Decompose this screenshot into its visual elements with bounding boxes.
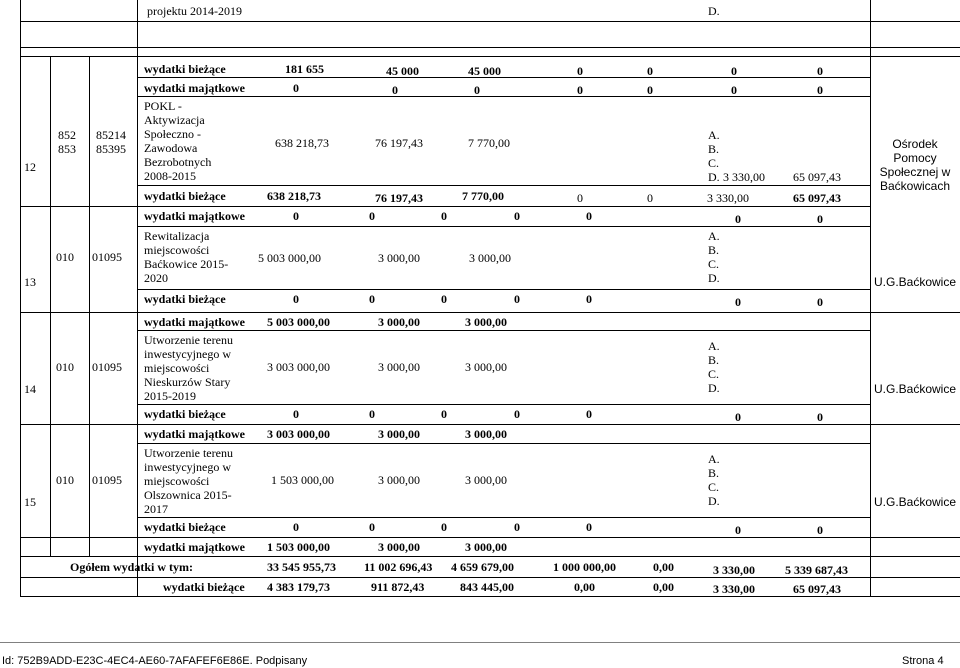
row12-maj-label: wydatki majątkowe (144, 209, 245, 223)
row15-zadanie: Utworzenie terenu inwestycyjnego w miejscowości Olszownica 2015-2017 (144, 446, 233, 516)
row12-c: C. (708, 156, 720, 170)
row12-b: B. (708, 142, 720, 156)
row12-maj-v3: 0 (514, 209, 520, 223)
row13-bie-v3: 0 (514, 292, 520, 306)
total-biezace-v2: 843 445,00 (460, 580, 514, 594)
row12-bie-label: wydatki bieżące (144, 189, 226, 203)
row12-dzial: 852 853 (58, 128, 76, 156)
row15-main-v2: 3 000,00 (465, 473, 507, 487)
row12-pre-bie-v5: 0 (731, 64, 737, 78)
row12-pre-maj-v0: 0 (293, 81, 299, 95)
row15-maj-v0: 1 503 000,00 (267, 540, 330, 554)
row12-main-v0: 638 218,73 (275, 136, 329, 150)
row12-bie-v3: 0 (577, 191, 583, 205)
row12-pre-bie-v6: 0 (817, 64, 823, 78)
total-ogolem-v5: 3 330,00 (713, 563, 755, 577)
row12-pre-maj-label: wydatki majątkowe (144, 81, 245, 95)
row15-c: C. (708, 480, 720, 494)
total-ogolem-v3: 1 000 000,00 (553, 560, 616, 574)
row15-bie-label: wydatki bieżące (144, 520, 226, 534)
row15-bie-v3: 0 (514, 520, 520, 534)
row14-dzial: 010 (56, 360, 74, 374)
row14-bie-label: wydatki bieżące (144, 407, 226, 421)
row12-pre-maj-v5: 0 (731, 83, 737, 97)
row13-main-v2: 3 000,00 (469, 251, 511, 265)
total-biezace-v5: 3 330,00 (713, 582, 755, 596)
row15-maj-label: wydatki majątkowe (144, 540, 245, 554)
total-biezace-v3: 0,00 (574, 580, 595, 594)
row14-bie-v1: 0 (369, 407, 375, 421)
row13-a: A. (708, 229, 720, 243)
row13-bie-v5: 0 (735, 295, 741, 309)
row13-maj-label: wydatki majątkowe (144, 315, 245, 329)
row13-main-v0: 5 003 000,00 (258, 251, 321, 265)
row12-maj-v4: 0 (586, 209, 592, 223)
row14-bie-v5: 0 (735, 410, 741, 424)
row13-maj-v0: 5 003 000,00 (267, 315, 330, 329)
row14-rozdzial: 01095 (92, 360, 122, 374)
project-label: projektu 2014-2019 (147, 4, 242, 18)
total-biezace-v4: 0,00 (653, 580, 674, 594)
row12-pre-maj-v6: 0 (817, 83, 823, 97)
row12-bie-v5: 3 330,00 (707, 191, 749, 205)
row12-pre-bie-v0: 181 655 (285, 62, 324, 76)
row14-maj-v1: 3 000,00 (378, 427, 420, 441)
row15-maj-v1: 3 000,00 (378, 540, 420, 554)
row12-maj-v2: 0 (441, 209, 447, 223)
total-biezace-v0: 4 383 179,73 (267, 580, 330, 594)
row13-lp: 13 (24, 275, 36, 289)
row12-bie-v0: 638 218,73 (267, 189, 321, 203)
total-ogolem-v2: 4 659 679,00 (451, 560, 514, 574)
row12-a: A. (708, 128, 720, 142)
row14-lp: 14 (24, 382, 36, 396)
row13-dzial: 010 (56, 250, 74, 264)
row15-d: D. (708, 494, 720, 508)
row15-bie-v6: 0 (817, 523, 823, 537)
row15-bie-v4: 0 (586, 520, 592, 534)
row14-a: A. (708, 339, 720, 353)
row14-bie-v2: 0 (441, 407, 447, 421)
total-ogolem-v6: 5 339 687,43 (785, 563, 848, 577)
total-biezace-v6: 65 097,43 (793, 582, 841, 596)
row15-bie-v0: 0 (293, 520, 299, 534)
row14-maj-v2: 3 000,00 (465, 427, 507, 441)
row13-bie-label: wydatki bieżące (144, 292, 226, 306)
row14-bie-v6: 0 (817, 410, 823, 424)
row14-b: B. (708, 353, 720, 367)
total-biezace-label: wydatki bieżące (163, 580, 245, 594)
row13-jednostka: U.G.Baćkowice (874, 275, 957, 289)
row15-main-v1: 3 000,00 (378, 473, 420, 487)
row14-bie-v4: 0 (586, 407, 592, 421)
row13-main-v1: 3 000,00 (378, 251, 420, 265)
row13-bie-v2: 0 (441, 292, 447, 306)
row12-maj-v6: 0 (817, 212, 823, 226)
row12-pre-bie-v1: 45 000 (386, 64, 419, 78)
row13-bie-v6: 0 (817, 295, 823, 309)
row13-bie-v4: 0 (586, 292, 592, 306)
row15-maj-v2: 3 000,00 (465, 540, 507, 554)
row13-maj-v1: 3 000,00 (378, 315, 420, 329)
row15-bie-v1: 0 (369, 520, 375, 534)
row12-bie-v1: 76 197,43 (375, 191, 423, 205)
row12-pre-maj-v2: 0 (474, 83, 480, 97)
row15-main-v0: 1 503 000,00 (271, 473, 334, 487)
d-label: D. (708, 4, 720, 18)
total-ogolem-label: Ogółem wydatki w tym: (70, 560, 193, 574)
row12-pre-maj-v4: 0 (647, 83, 653, 97)
row12-bie-v4: 0 (647, 191, 653, 205)
row13-rozdzial: 01095 (92, 250, 122, 264)
footer-document-id: Id: 752B9ADD-E23C-4EC4-AE60-7AFAFEF6E86E. Podpisany (2, 655, 308, 667)
row12-maj-v0: 0 (293, 209, 299, 223)
row15-rozdzial: 01095 (92, 473, 122, 487)
total-biezace-v1: 911 872,43 (371, 580, 425, 594)
row14-bie-v3: 0 (514, 407, 520, 421)
row15-dzial: 010 (56, 473, 74, 487)
row12-maj-v5: 0 (735, 212, 741, 226)
row12-zadanie: POKL - Aktywizacja Społeczno - Zawodowa Bezrobotnych 2008-2015 (144, 99, 212, 183)
row13-maj-v2: 3 000,00 (465, 315, 507, 329)
row12-d-v1: 3 330,00 (723, 170, 765, 184)
row13-d: D. (708, 271, 720, 285)
footer-page-number: Strona 4 (902, 655, 944, 667)
row12-d-v2: 65 097,43 (793, 170, 841, 184)
row14-maj-v0: 3 003 000,00 (267, 427, 330, 441)
row14-bie-v0: 0 (293, 407, 299, 421)
row15-bie-v2: 0 (441, 520, 447, 534)
row12-pre-bie-v3: 0 (577, 64, 583, 78)
row15-bie-v5: 0 (735, 523, 741, 537)
row12-main-v1: 76 197,43 (375, 136, 423, 150)
row14-d: D. (708, 381, 720, 395)
row12-pre-bie-label: wydatki bieżące (144, 62, 226, 76)
footer-divider (0, 642, 960, 643)
row14-zadanie: Utworzenie terenu inwestycyjnego w miejscowości Nieskurzów Stary 2015-2019 (144, 333, 233, 403)
total-ogolem-v4: 0,00 (653, 560, 674, 574)
row14-main-v1: 3 000,00 (378, 360, 420, 374)
row15-jednostka: U.G.Baćkowice (874, 495, 957, 509)
row12-rozdzial: 85214 85395 (96, 128, 126, 156)
row12-lp: 12 (24, 160, 36, 174)
row14-jednostka: U.G.Baćkowice (874, 382, 957, 396)
row13-zadanie: Rewitalizacja miejscowości Baćkowice 2015-2020 (144, 229, 229, 285)
total-ogolem-v0: 33 545 955,73 (267, 560, 336, 574)
row12-pre-maj-v3: 0 (577, 83, 583, 97)
row13-c: C. (708, 257, 720, 271)
row13-bie-v1: 0 (369, 292, 375, 306)
row15-b: B. (708, 466, 720, 480)
row14-main-v0: 3 003 000,00 (267, 360, 330, 374)
row14-c: C. (708, 367, 720, 381)
row12-main-v2: 7 770,00 (468, 136, 510, 150)
row12-pre-bie-v2: 45 000 (468, 64, 501, 78)
row14-main-v2: 3 000,00 (465, 360, 507, 374)
row12-jednostka: Ośrodek Pomocy Społecznej w Baćkowicach (879, 137, 951, 193)
row12-maj-v1: 0 (369, 209, 375, 223)
row12-d: D. (708, 170, 720, 184)
total-ogolem-v1: 11 002 696,43 (364, 560, 433, 574)
row15-a: A. (708, 452, 720, 466)
row13-bie-v0: 0 (293, 292, 299, 306)
row15-lp: 15 (24, 495, 36, 509)
row14-maj-label: wydatki majątkowe (144, 427, 245, 441)
row12-pre-maj-v1: 0 (392, 83, 398, 97)
row12-bie-v6: 65 097,43 (793, 191, 841, 205)
row13-b: B. (708, 243, 720, 257)
row12-pre-bie-v4: 0 (647, 64, 653, 78)
row12-bie-v2: 7 770,00 (462, 189, 504, 203)
